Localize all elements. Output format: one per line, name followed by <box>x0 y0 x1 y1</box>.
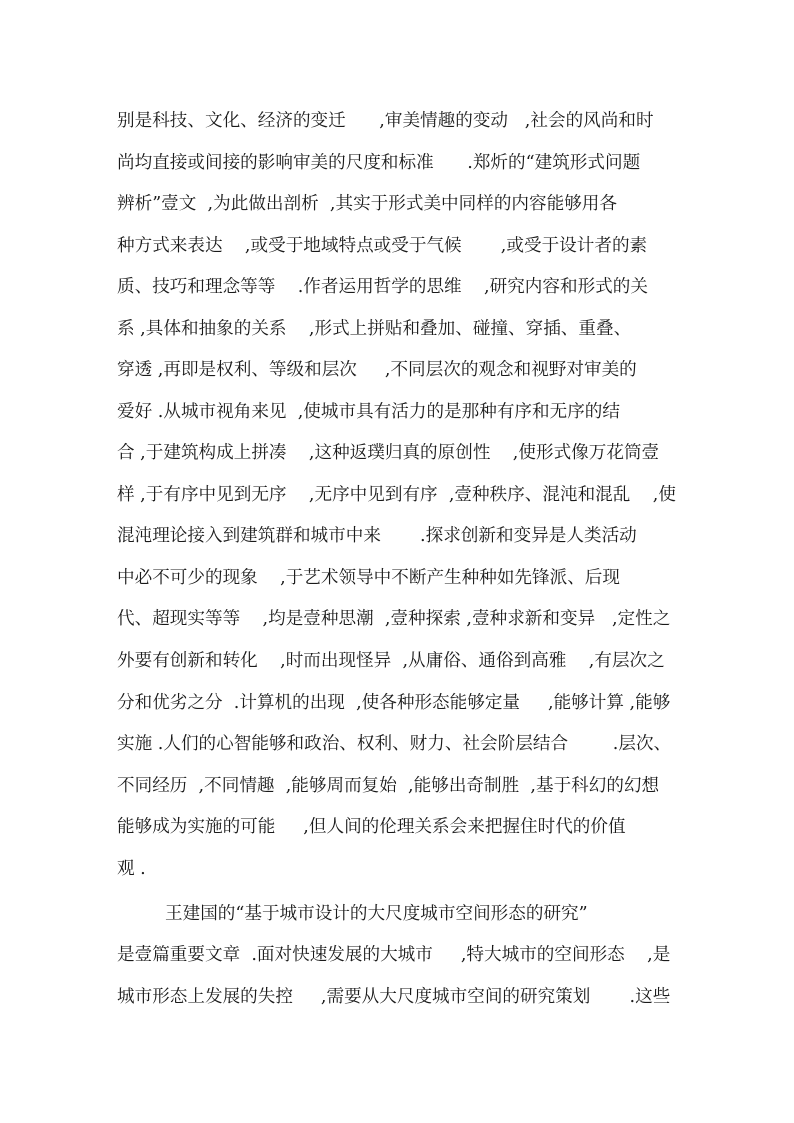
text-line: 中必不可少的现象 ,于艺术领导中不断产生种种如先锋派、后现 <box>117 568 620 588</box>
text-line: 尚均直接或间接的影响审美的尺度和标准 .郑炘的“建筑形式问题 <box>117 153 641 173</box>
text-line: 代、超现实等等 ,均是壹种思潮 ,壹种探索 ,壹种求新和变异 ,定性之 <box>117 609 671 629</box>
text-line: 样 ,于有序中见到无序 ,无序中见到有序 ,壹种秩序、混沌和混乱 ,使 <box>117 485 676 505</box>
text-line: 是壹篇重要文章 .面对快速发展的大城市 ,特大城市的空间形态 ,是 <box>117 945 671 965</box>
text-line: 系 ,具体和抽象的关系 ,形式上拼贴和叠加、碰撞、穿插、重叠、 <box>117 319 632 339</box>
text-line: 穿透 ,再即是权利、等级和层次 ,不同层次的观念和视野对审美的 <box>117 360 637 380</box>
text-line: 分和优劣之分 .计算机的出现 ,使各种形态能够定量 ,能够计算 ,能够 <box>117 693 671 713</box>
text-line: 能够成为实施的可能 ,但人间的伦理关系会来把握住时代的价值 <box>117 817 626 837</box>
text-line: 别是科技、文化、经济的变迁 ,审美情趣的变动 ,社会的风尚和时 <box>117 111 654 131</box>
text-line: 辨析”壹文 ,为此做出剖析 ,其实于形式美中同样的内容能够用各 <box>117 194 617 214</box>
text-line: 王建国的“基于城市设计的大尺度城市空间形态的研究” <box>165 904 588 924</box>
text-line: 实施 .人们的心智能够和政治、权利、财力、社会阶层结合 .层次、 <box>117 734 672 754</box>
text-line: 城市形态上发展的失控 ,需要从大尺度城市空间的研究策划 .这些 <box>117 987 671 1007</box>
text-line: 爱好 .从城市视角来见 ,使城市具有活力的是那种有序和无序的结 <box>117 402 620 422</box>
text-line: 外要有创新和转化 ,时而出现怪异 ,从庸俗、通俗到高雅 ,有层次之 <box>117 651 665 671</box>
text-line: 质、技巧和理念等等 .作者运用哲学的思维 ,研究内容和形式的关 <box>117 277 648 297</box>
text-line: 不同经历 ,不同情趣 ,能够周而复始 ,能够出奇制胜 ,基于科幻的幻想 <box>117 776 660 796</box>
text-line: 混沌理论接入到建筑群和城市中来 .探求创新和变异是人类活动 <box>117 526 637 546</box>
text-line: 观 . <box>117 859 146 879</box>
text-line: 合 ,于建筑构成上拼凑 ,这种返璞归真的原创性 ,使形式像万花筒壹 <box>117 443 660 463</box>
text-line: 种方式来表达 ,或受于地域特点或受于气候 ,或受于设计者的素 <box>117 236 648 256</box>
